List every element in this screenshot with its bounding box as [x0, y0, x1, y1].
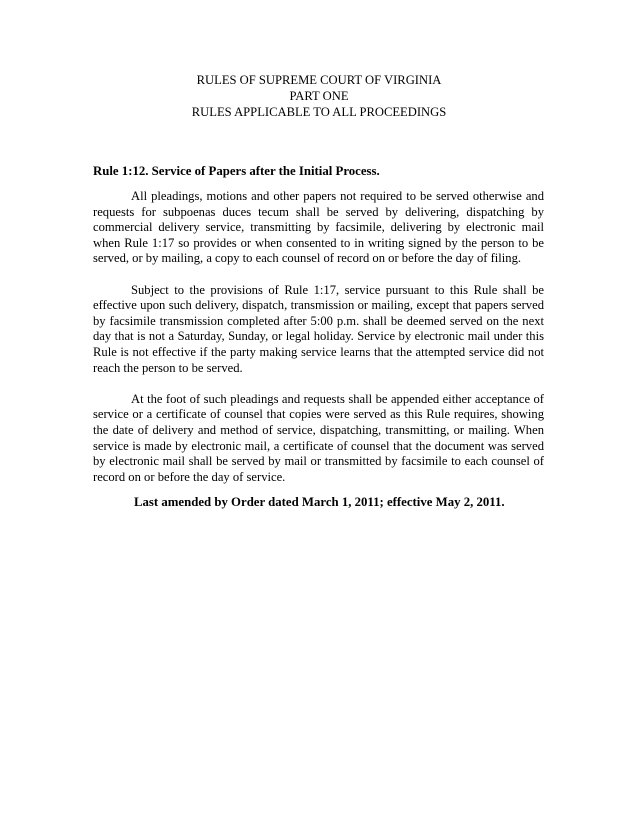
text-line: effective upon such delivery, dispatch, transmission or mailing, except that papers served [93, 298, 544, 313]
text-line: when Rule 1:17 so provides or when consented to in writing signed by the person to be [93, 235, 544, 250]
text-line: All pleadings, motions and other papers not required to be served otherwise and [131, 189, 544, 203]
text-line: commercial delivery service, transmitting by facsimile, delivering by electronic mail [93, 220, 544, 235]
text-line: At the foot of such pleadings and requests shall be appended either acceptance of [131, 391, 544, 406]
text-line: reach the person to be served. [93, 360, 243, 375]
text-line: requests for subpoenas duces tecum shall be served by delivering, dispatching by [93, 204, 544, 219]
text-line: by facsimile transmission completed after 5:00 p.m. shall be deemed served on the next [93, 313, 544, 328]
rule-body [93, 189, 544, 501]
header-court-title: RULES OF SUPREME COURT OF VIRGINIA [196, 73, 442, 87]
text-line: by electronic mail shall be served by mail or transmitted by facsimile to each counsel of [93, 454, 544, 469]
text-line: service is made by electronic mail, a certificate of counsel that the document was served [93, 438, 544, 453]
text-line: the date of delivery and method of service, dispatching, transmitting, or mailing. When [93, 422, 544, 437]
rule-title: Rule 1:12. Service of Papers after the Initial Process. [93, 164, 380, 178]
paragraph-3 [93, 392, 544, 486]
text-line: day that is not a Saturday, Sunday, or legal holiday. Service by electronic mail under this [93, 329, 544, 344]
text-line: record on or before the day of service. [93, 469, 286, 484]
amendment-note: Last amended by Order dated March 1, 2011; effective May 2, 2011. [134, 495, 505, 509]
paragraph-2 [93, 283, 544, 377]
text-line: served, or by mailing, a copy to each counsel of record on or before the day of filing. [93, 251, 522, 266]
header-part: PART ONE [289, 89, 349, 103]
text-line: service or a certificate of counsel that copies were served as this Rule requires, showing [93, 407, 544, 422]
paragraph-1 [93, 189, 544, 267]
text-line: Rule is not effective if the party making service learns that the attempted service did not [93, 344, 544, 359]
header-rules-subtitle: RULES APPLICABLE TO ALL PROCEEDINGS [191, 105, 447, 119]
text-line: Subject to the provisions of Rule 1:17, service pursuant to this Rule shall be [131, 282, 544, 297]
document-header [0, 72, 638, 120]
